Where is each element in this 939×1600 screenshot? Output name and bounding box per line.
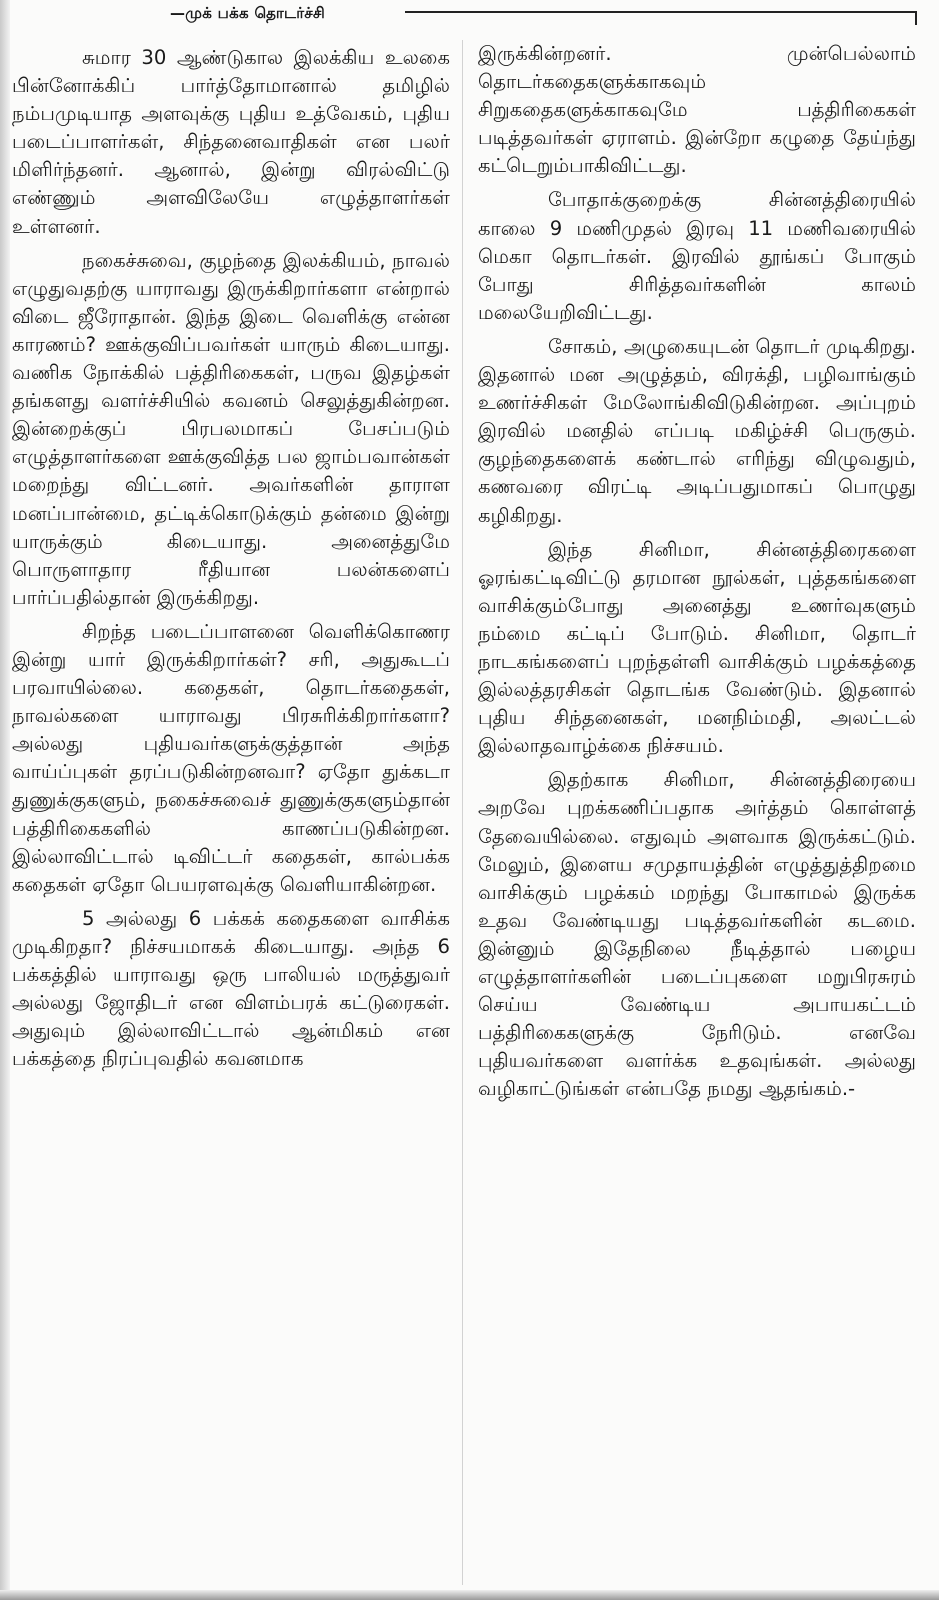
paragraph-left-1: சுமார 30 ஆண்டுகால இலக்கிய உலகை பின்னோக்கிப் பார்த்தோமானால் தமிழில் நம்பமுடியாத அளவுக்கு புதிய உத்வேகம், புதிய படைப்பாளர்கள், சிந்தனைவாதிகள் என பலர் மிளிர்ந்தனர். ஆனால், இன்று விரல்விட்டு எண்ணும் அளவிலேயே எழுத்தாளர்கள் உள்ளனர். xyxy=(12,46,450,238)
scan-bottom-edge xyxy=(0,1590,939,1600)
paragraph-left-4: 5 அல்லது 6 பக்கக் கதைகளை வாசிக்க முடிகிறதா? நிச்சயமாகக் கிடையாது. அந்த 6 பக்கத்தில் யாராவது ஒரு பாலியல் மருத்துவர் அல்லது ஜோதிடர் என விளம்பரக் கட்டுரைகள். அதுவும் இல்லாவிட்டால் ஆன்மிகம் என பக்கத்தை நிரப்புவதில் கவனமாக xyxy=(12,906,450,1071)
paragraph-right-4: இந்த சினிமா, சின்னத்திரைகளை ஓரங்கட்டிவிட்டு தரமான நூல்கள், புத்தகங்களை வாசிக்கும்போது அனைத்து உணர்வுகளும் நம்மை கட்டிப் போடும். சினிமா, தொடர் நாடகங்களைப் புறந்தள்ளி வாசிக்கும் பழக்கத்தை இல்லத்தரசிகள் தொடங்க வேண்டும். இதனால் புதிய சிந்தனைகள், மனநிம்மதி, அலட்டல் இல்லாதவாழ்க்கை நிச்சயம். xyxy=(478,537,916,758)
paragraph-right-2: போதாக்குறைக்கு சின்னத்திரையில் காலை 9 மணிமுதல் இரவு 11 மணிவரையில் மெகா தொடர்கள். இரவில் தூங்கப் போகும் போது சிரித்தவர்களின் காலம் மலையேறிவிட்டது. xyxy=(478,188,916,324)
paragraph-right-1: இருக்கின்றனர். முன்பெல்லாம் தொடர்கதைகளுக்காகவும் சிறுகதைகளுக்காகவுமே பத்திரிகைகள் படித்தவர்கள் ஏராளம். இன்றோ கழுதை தேய்ந்து கட்டெறும்பாகிவிட்டது. xyxy=(478,42,916,178)
column-divider xyxy=(462,40,463,1585)
left-column xyxy=(12,44,450,1079)
continuation-header: —முக் பக்க தொடர்ச்சி xyxy=(170,4,326,22)
paragraph-left-3: சிறந்த படைப்பாளனை வெளிக்கொணர இன்று யார் இருக்கிறார்கள்? சரி, அதுகூடப் பரவாயில்லை. கதைகள், தொடர்கதைகள், நாவல்களை யாராவது பிரசுரிக்கிறார்களா? அல்லது புதியவர்களுக்குத்தான் அந்த வாய்ப்புகள் தரப்படுகின்றனவா? ஏதோ துக்கடா துணுக்குகளும், நகைச்சுவைச் துணுக்குகளும்தான் பத்திரிகைகளில் காணப்படுகின்றன. இல்லாவிட்டால் டிவிட்டர் கதைகள், கால்பக்க கதைகள் ஏதோ பெயரளவுக்கு வெளியாகின்றன. xyxy=(12,619,450,896)
paragraph-left-2: நகைச்சுவை, குழந்தை இலக்கியம், நாவல் எழுதுவதற்கு யாராவது இருக்கிறார்களா என்றால் விடை ஜீரோதான். இந்த இடை வெளிக்கு என்ன காரணம்? ஊக்குவிப்பவர்கள் யாரும் கிடையாது. வணிக நோக்கில் பத்திரிகைகள், பருவ இதழ்கள் தங்களது வளர்ச்சியில் கவனம் செலுத்துகின்றன. இன்றைக்குப் பிரபலமாகப் பேசப்படும் எழுத்தாளர்களை ஊக்குவித்த பல ஜாம்பவான்கள் மறைந்து விட்டனர். அவர்களின் தாராள மனப்பான்மை, தட்டிக்கொடுக்கும் தன்மை இன்று யாருக்கும் கிடையாது. அனைத்துமே பொருளாதார ரீதியான பலன்களைப் பார்ப்பதில்தான் இருக்கிறது. xyxy=(12,248,450,609)
header-rule xyxy=(405,11,917,13)
header-rule-tick xyxy=(915,11,917,25)
right-column xyxy=(478,40,916,1109)
scan-left-edge xyxy=(0,0,10,1600)
paragraph-right-5: இதற்காக சினிமா, சின்னத்திரையை அறவே புறக்கணிப்பதாக அர்த்தம் கொள்ளத் தேவையில்லை. எதுவும் அளவாக இருக்கட்டும். மேலும், இளைய சமுதாயத்தின் எழுத்துத்திறமை வாசிக்கும் பழக்கம் மறந்து போகாமல் இருக்க உதவ வேண்டியது படித்தவர்களின் கடமை. இன்னும் இதேநிலை நீடித்தால் பழைய எழுத்தாளர்களின் படைப்புகளை மறுபிரசுரம் செய்ய வேண்டிய அபாயகட்டம் பத்திரிகைகளுக்கு நேரிடும். எனவே புதியவர்களை வளர்க்க உதவுங்கள். அல்லது வழிகாட்டுங்கள் என்பதே நமது ஆதங்கம்.- xyxy=(478,768,916,1101)
paragraph-right-3: சோகம், அழுகையுடன் தொடர் முடிகிறது. இதனால் மன அழுத்தம், விரக்தி, பழிவாங்கும் உணர்ச்சிகள் மேலோங்கிவிடுகின்றன. அப்புறம் இரவில் மனதில் எப்படி மகிழ்ச்சி பெருகும். குழந்தைகளைக் கண்டால் எரிந்து விழுவதும், கணவரை விரட்டி அடிப்பதுமாகப் பொழுது கழிகிறது. xyxy=(478,334,916,527)
